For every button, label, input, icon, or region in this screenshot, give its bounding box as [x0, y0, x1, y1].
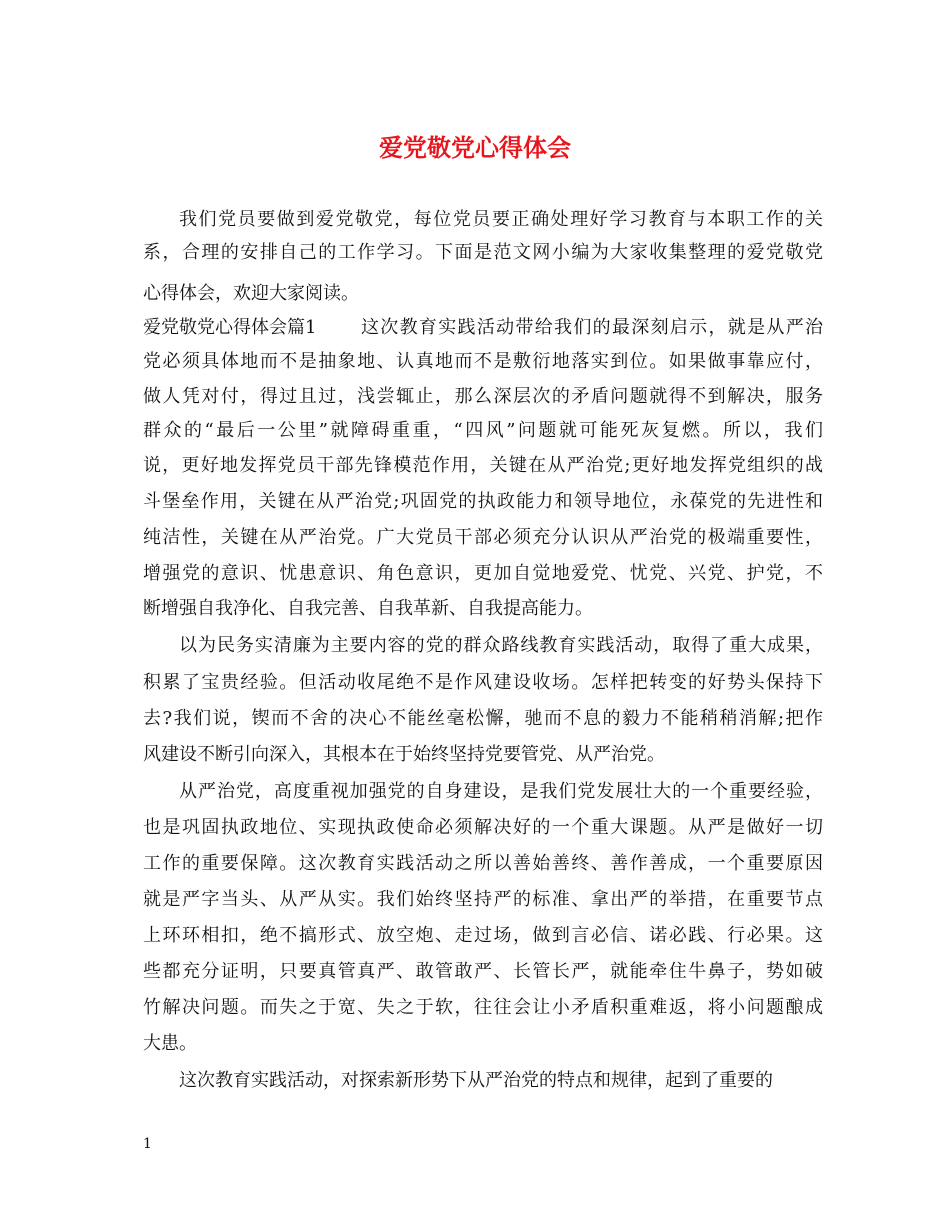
paragraph-line: 我们党员要做到爱党敬党，每位党员要正确处理好学习教育与本职工作的关: [179, 209, 823, 230]
paragraph-line: 纯洁性，关键在从严治党。广大党员干部必须充分认识从严治党的极端重要性，: [143, 527, 823, 548]
paragraph-line: 从严治党，高度重视加强党的自身建设，是我们党发展壮大的一个重要经验，: [179, 781, 823, 802]
paragraph-line: 些都充分证明，只要真管真严、敢管敢严、长管长严，就能牵住牛鼻子，势如破: [143, 961, 823, 982]
paragraph-line: 说，更好地发挥党员干部先锋模范作用，关键在从严治党;更好地发挥党组织的战: [143, 455, 823, 476]
paragraph-line: 大患。: [143, 1033, 197, 1054]
paragraph-line: 系，合理的安排自己的工作学习。下面是范文网小编为大家收集整理的爱党敬党: [143, 242, 823, 263]
paragraph-line: 竹解决问题。而失之于宽、失之于软，往往会让小矛盾积重难返，将小问题酿成: [143, 997, 823, 1018]
paragraph-line: 上环环相扣，绝不搞形式、放空炮、走过场，做到言必信、诺必践、行必果。这: [143, 925, 823, 946]
paragraph-line: 以为民务实清廉为主要内容的党的群众路线教育实践活动，取得了重大成果，: [179, 635, 823, 656]
paragraph-line: 去?我们说，锲而不舍的决心不能丝毫松懈，驰而不息的毅力不能稍稍消解;把作: [143, 708, 823, 729]
paragraph-line: 断增强自我净化、自我完善、自我革新、自我提高能力。: [143, 598, 593, 619]
paragraph-line: 积累了宝贵经验。但活动收尾绝不是作风建设收场。怎样把转变的好势头保持下: [143, 672, 823, 693]
paragraph-line: 这次教育实践活动，对探索新形势下从严治党的特点和规律，起到了重要的: [179, 1070, 773, 1091]
paragraph-line: 心得体会，欢迎大家阅读。: [143, 283, 359, 304]
paragraph-line: 党必须具体地而不是抽象地、认真地而不是敷衍地落实到位。如果做事靠应付，: [143, 351, 823, 372]
page-title: 爱党敬党心得体会: [379, 133, 571, 162]
paragraph-line: 增强党的意识、忧患意识、角色意识，更加自觉地爱党、忧党、兴党、护党，不: [143, 563, 823, 584]
section-heading: 爱党敬党心得体会篇1: [143, 317, 317, 338]
paragraph-line: 群众的“最后一公里”就障碍重重，“四风”问题就可能死灰复燃。所以，我们: [143, 420, 823, 441]
paragraph-line: 斗堡垒作用，关键在从严治党;巩固党的执政能力和领导地位，永葆党的先进性和: [143, 491, 823, 512]
paragraph-line: 工作的重要保障。这次教育实践活动之所以善始善终、善作善成，一个重要原因: [143, 853, 823, 874]
paragraph-line: 就是严字当头、从严从实。我们始终坚持严的标准、拿出严的举措，在重要节点: [143, 889, 823, 910]
page-number: 1: [143, 1136, 152, 1152]
paragraph-line: 也是巩固执政地位、实现执政使命必须解决好的一个重大课题。从严是做好一切: [143, 817, 823, 838]
paragraph-line: 这次教育实践活动带给我们的最深刻启示，就是从严治: [361, 317, 823, 338]
paragraph-line: 做人凭对付，得过且过，浅尝辄止，那么深层次的矛盾问题就得不到解决，服务: [143, 386, 823, 407]
paragraph-line: 风建设不断引向深入，其根本在于始终坚持党要管党、从严治党。: [143, 744, 665, 765]
